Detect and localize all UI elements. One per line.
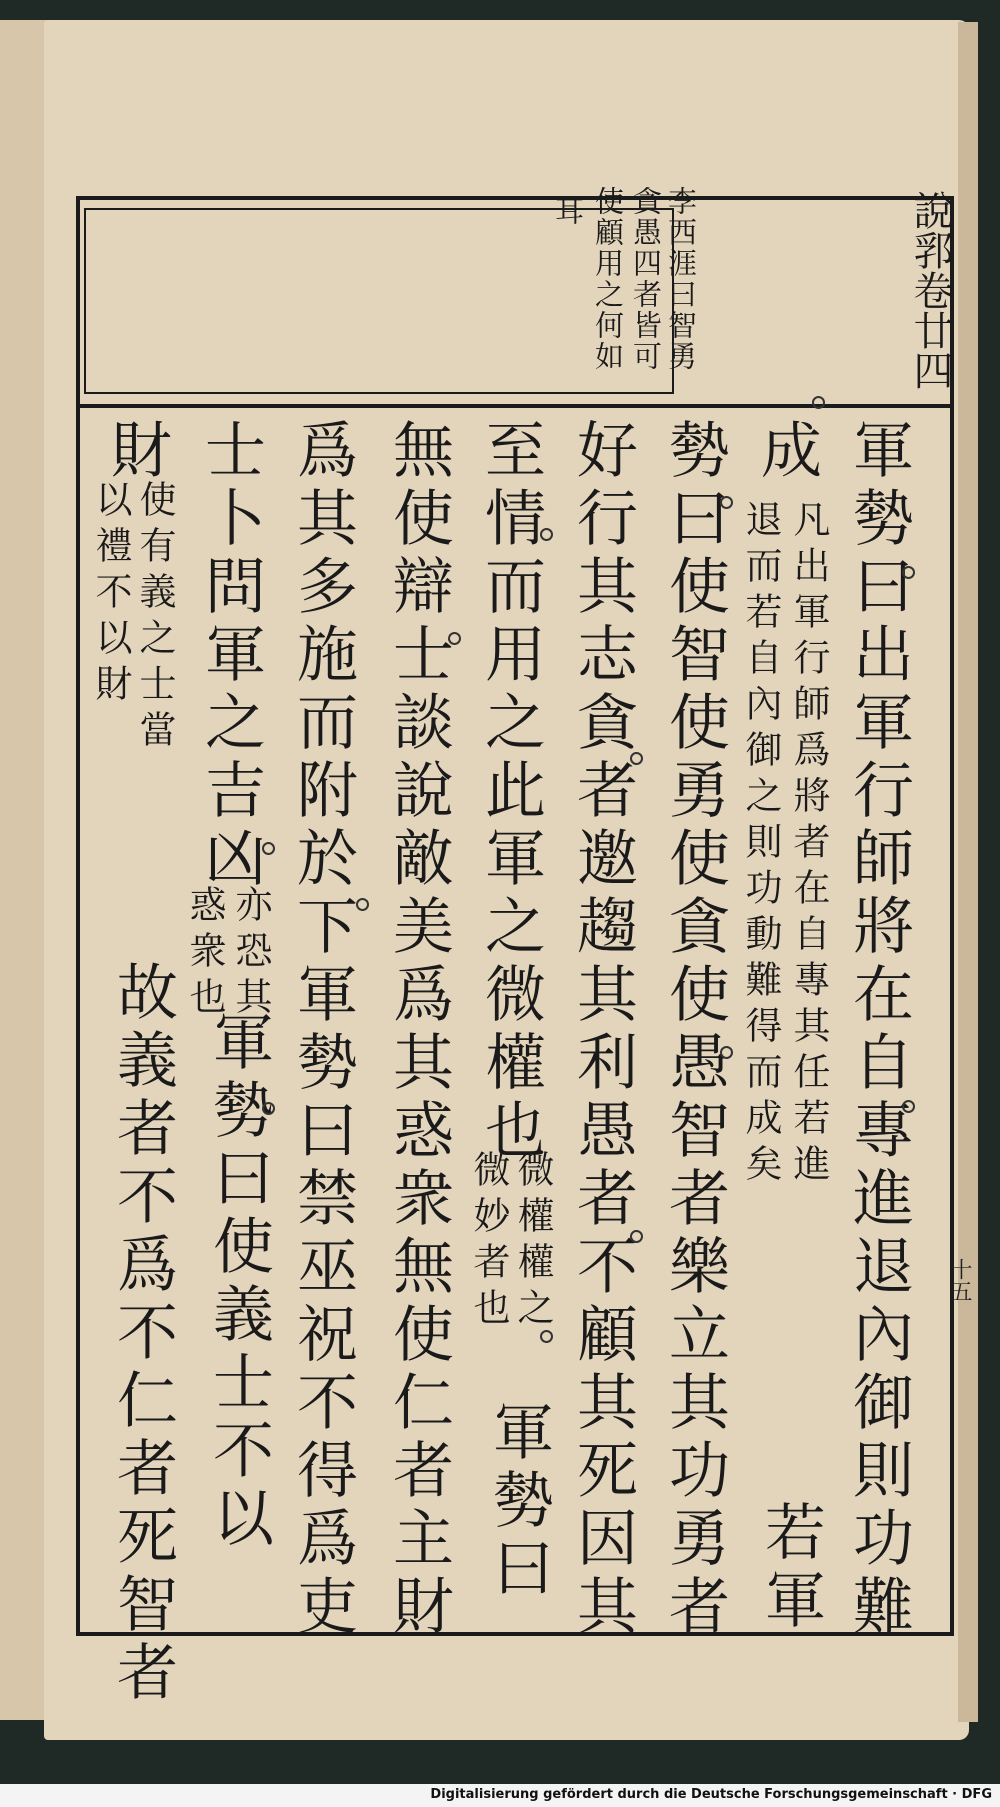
note-column: 微權權之	[511, 1150, 554, 1334]
note-column: 退而若自內御之則功動難得而成矣	[739, 500, 782, 1190]
punctuation-mark	[720, 1046, 733, 1059]
punctuation-mark	[262, 842, 275, 855]
note-column: 使有義之士當	[133, 480, 176, 756]
header-note-line: 貪愚四者皆可	[629, 186, 663, 372]
punctuation-mark	[812, 396, 825, 409]
text-column-tail: 軍勢曰使義士不以	[203, 1010, 274, 1554]
text-column: 財	[101, 418, 172, 486]
text-column-tail: 軍勢曰	[483, 1400, 554, 1604]
folio-number: 十五	[947, 1258, 972, 1302]
header-box	[84, 208, 674, 394]
page-fore-edge	[958, 22, 978, 1722]
text-column: 成	[751, 418, 822, 486]
text-column: 爲其多施而附於下軍勢曰禁巫祝不得爲吏	[287, 418, 358, 1642]
note-column: 亦恐其	[229, 885, 272, 1023]
text-column-tail: 若軍	[755, 1500, 826, 1636]
header-note-line: 李西涯曰智勇	[664, 186, 698, 372]
running-title: 說郛卷廿四	[907, 190, 953, 390]
footer-credit: Digitalisierung gefördert durch die Deutsche Forschungsgemeinschaft · DFG	[430, 1787, 992, 1802]
punctuation-mark	[630, 752, 643, 765]
note-column: 惑衆也	[183, 885, 226, 1023]
punctuation-mark	[448, 632, 461, 645]
header-note-line: 使顧用之何如	[591, 186, 625, 372]
text-column-tail: 故義者不爲不仁者死智者	[107, 960, 178, 1708]
punctuation-mark	[540, 528, 553, 541]
punctuation-mark	[902, 566, 915, 579]
note-column: 以禮不以財	[89, 480, 132, 710]
punctuation-mark	[902, 1100, 915, 1113]
punctuation-mark	[262, 1102, 275, 1115]
text-column: 軍勢曰出軍行師將在自專進退內御則功難	[843, 418, 914, 1642]
note-column: 凡出軍行師爲將者在自專其任若進	[787, 500, 830, 1190]
footer-banner	[0, 1784, 1000, 1807]
text-column: 士卜問軍之吉凶	[195, 418, 266, 894]
note-column: 微妙者也	[467, 1150, 510, 1334]
punctuation-mark	[720, 496, 733, 509]
text-column: 勢曰使智使勇使貪使愚智者樂立其功勇者	[659, 418, 730, 1642]
punctuation-mark	[630, 1230, 643, 1243]
text-column: 好行其志貪者邀趨其利愚者不顧其死因其	[567, 418, 638, 1642]
text-column: 無使辯士談說敵美爲其惑衆無使仁者主財	[383, 418, 454, 1642]
punctuation-mark	[356, 898, 369, 911]
facing-page-edge	[0, 20, 50, 1720]
text-column: 至情而用之此軍之微權也	[475, 418, 546, 1166]
header-note-line: 耳	[551, 196, 585, 227]
punctuation-mark	[540, 1330, 553, 1343]
